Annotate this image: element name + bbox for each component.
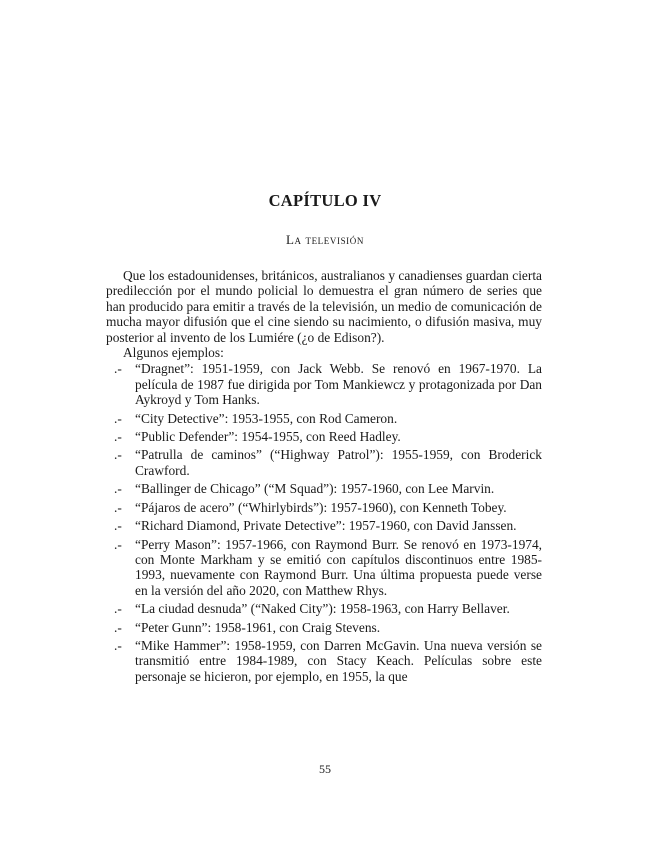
list-item xyxy=(106,447,542,478)
list-marker: .- xyxy=(114,536,122,552)
list-marker: .- xyxy=(114,499,122,515)
body-text xyxy=(106,268,542,687)
examples-list xyxy=(106,361,542,684)
list-item-text: “La ciudad desnuda” (“Naked City”): 1958-1963, con Harry Bellaver. xyxy=(135,601,510,617)
list-item xyxy=(106,537,542,599)
list-item-text: “Perry Mason”: 1957-1966, con Raymond Burr. Se renovó en 1973-1974, con Monte Markham y se emitió con capítulos discontinuos entre 1985-1993, nuevamente con Raymond Burr. Una última propuesta puede verse en la versión del año 2020, con Matthew Rhys. xyxy=(135,536,542,598)
list-marker: .- xyxy=(114,447,122,463)
list-marker: .- xyxy=(114,481,122,497)
list-item-text: “Pájaros de acero” (“Whirlybirds”): 1957-1960), con Kenneth Tobey. xyxy=(135,499,507,515)
list-item-text: “Richard Diamond, Private Detective”: 1957-1960, con David Janssen. xyxy=(135,518,517,534)
list-item-text: “Ballinger de Chicago” (“M Squad”): 1957-1960, con Lee Marvin. xyxy=(135,481,495,497)
list-item-text: “City Detective”: 1953-1955, con Rod Cameron. xyxy=(135,410,398,426)
list-item xyxy=(106,500,542,515)
list-item xyxy=(106,638,542,684)
list-marker: .- xyxy=(114,410,122,426)
chapter-title: CAPÍTULO IV xyxy=(268,191,382,210)
list-item-text: “Public Defender”: 1954-1955, con Reed Hadley. xyxy=(135,429,401,445)
list-item-text: “Dragnet”: 1951-1959, con Jack Webb. Se renovó en 1967-1970. La película de 1987 fue dirigida por Tom Mankiewcz y protagonizada por Dan Aykroyd y Tom Hanks. xyxy=(135,361,542,408)
list-item xyxy=(106,361,542,407)
list-item xyxy=(106,481,542,496)
list-marker: .- xyxy=(114,601,122,617)
list-item xyxy=(106,518,542,533)
page-number: 55 xyxy=(319,762,331,776)
list-item xyxy=(106,429,542,444)
list-item xyxy=(106,601,542,616)
list-item-text: “Patrulla de caminos” (“Highway Patrol”): 1955-1959, con Broderick Crawford. xyxy=(135,447,542,478)
examples-lead: Algunos ejemplos: xyxy=(123,345,224,361)
list-marker: .- xyxy=(114,619,122,635)
list-item-text: “Peter Gunn”: 1958-1961, con Craig Stevens. xyxy=(135,619,381,635)
list-item-text: “Mike Hammer”: 1958-1959, con Darren McGavin. Una nueva versión se transmitió entre 1984-1989, con Stacy Keach. Películas sobre este personaje se hicieron, por ejemplo, en 1955, la que xyxy=(135,637,542,684)
list-marker: .- xyxy=(114,361,122,377)
list-marker: .- xyxy=(114,637,122,653)
intro-paragraph: Que los estadounidenses, británicos, australianos y canadienses guardan cierta predilección por el mundo policial lo demuestra el gran número de series que han producido para emitir a través de la televisión, un medio de comunicación de mucha mayor difusión que el cine siendo su nacimiento, o difusión masiva, muy posterior al invento de los Lumiére (¿o de Edison?). xyxy=(106,268,542,345)
list-item xyxy=(106,411,542,426)
list-marker: .- xyxy=(114,518,122,534)
list-marker: .- xyxy=(114,429,122,445)
list-item xyxy=(106,620,542,635)
section-title: La televisión xyxy=(286,232,364,247)
